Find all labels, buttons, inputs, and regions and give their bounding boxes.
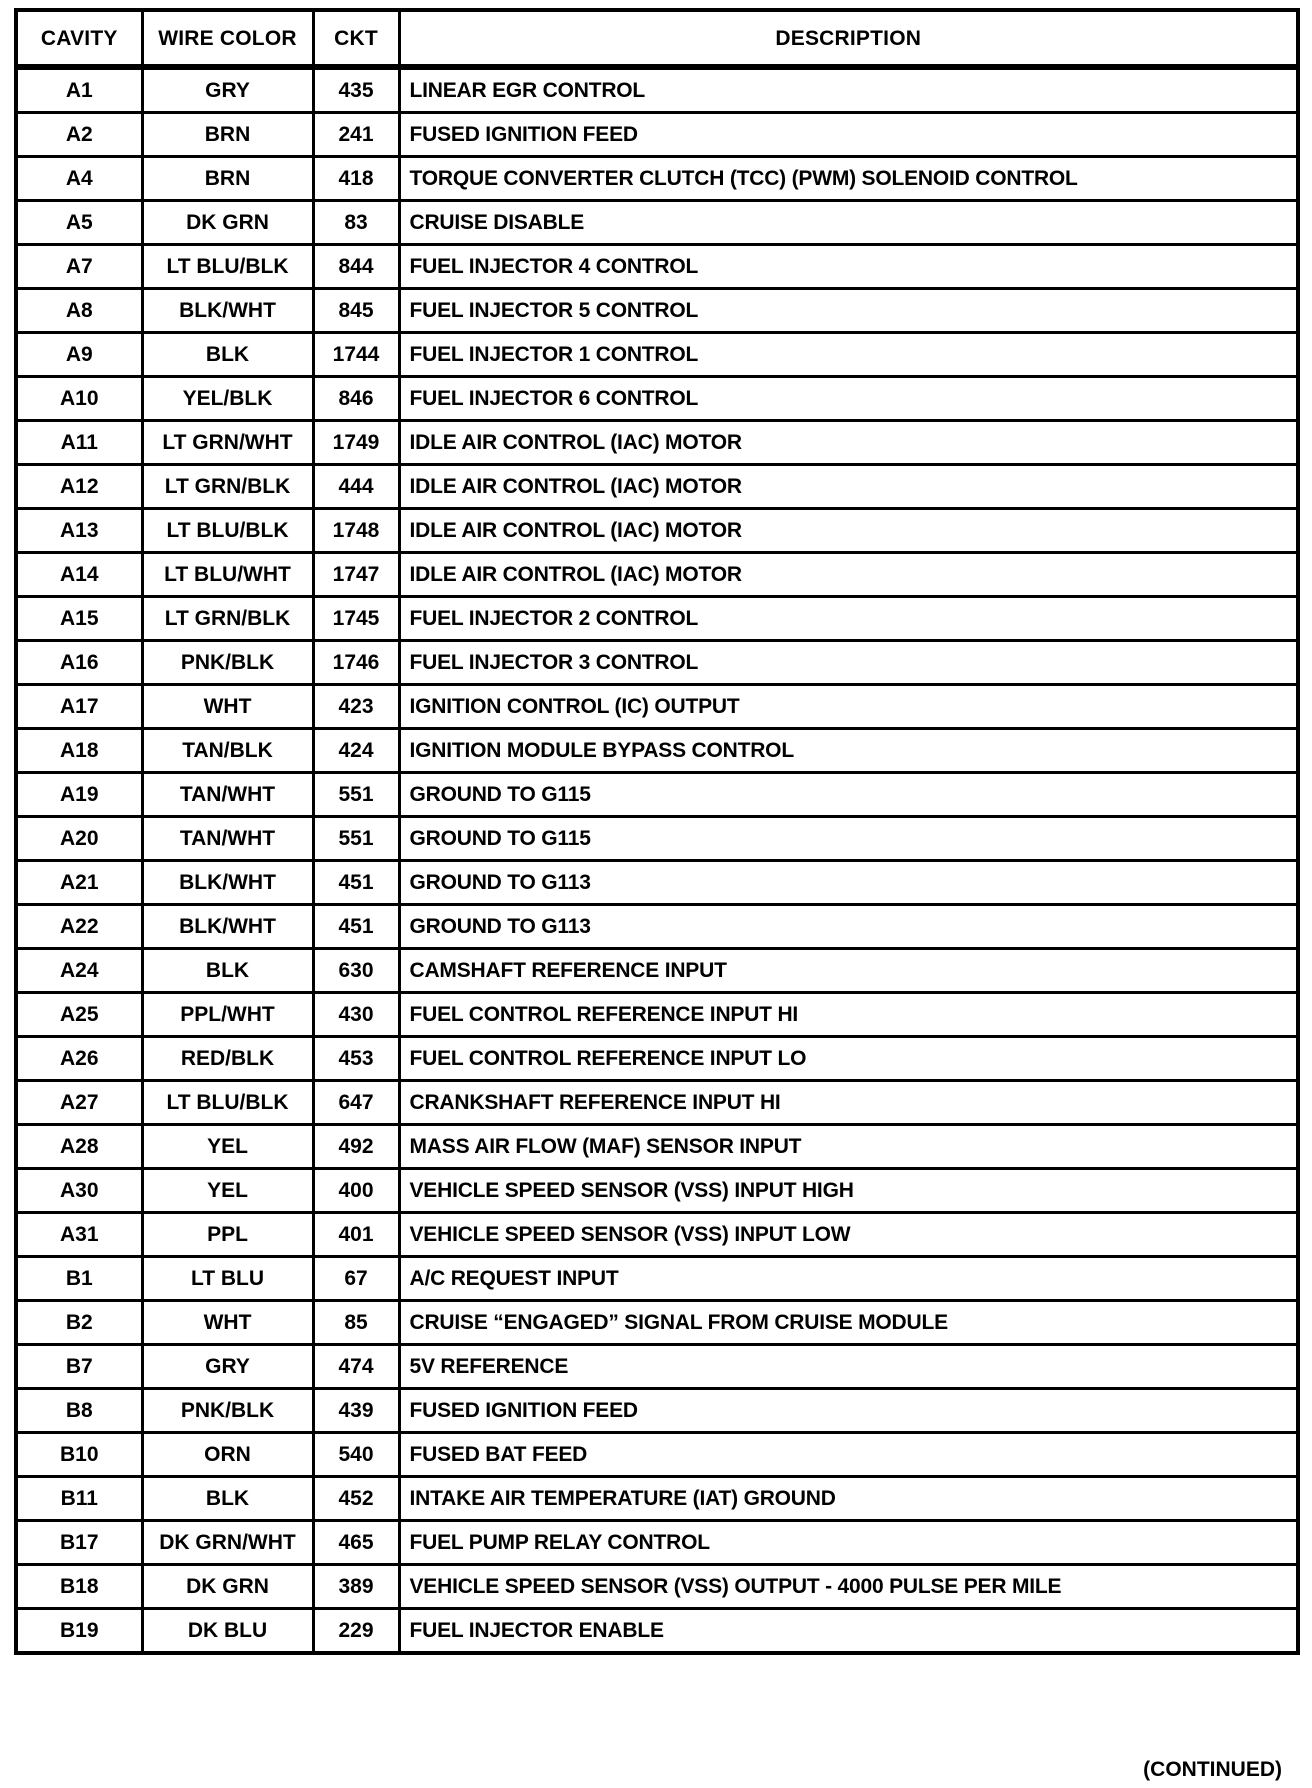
ckt-cell: 647	[313, 1081, 399, 1125]
table-row	[16, 1125, 1298, 1169]
wire-color-cell: PPL	[142, 1213, 313, 1257]
table-row	[16, 1257, 1298, 1301]
ckt-cell: 492	[313, 1125, 399, 1169]
description-cell: GROUND TO G113	[399, 905, 1298, 949]
table-row	[16, 465, 1298, 509]
wire-color-cell: TAN/WHT	[142, 773, 313, 817]
description-cell: IDLE AIR CONTROL (IAC) MOTOR	[399, 421, 1298, 465]
wire-color-cell: DK GRN	[142, 201, 313, 245]
ckt-cell: 1744	[313, 333, 399, 377]
wire-color-cell: LT BLU/BLK	[142, 245, 313, 289]
table-row	[16, 641, 1298, 685]
table-row	[16, 553, 1298, 597]
wire-color-cell: LT BLU	[142, 1257, 313, 1301]
table-body	[16, 67, 1298, 1653]
ckt-cell: 844	[313, 245, 399, 289]
cavity-cell: A4	[16, 157, 142, 201]
cavity-cell: A14	[16, 553, 142, 597]
cavity-cell: A16	[16, 641, 142, 685]
table-row	[16, 729, 1298, 773]
table-row	[16, 1345, 1298, 1389]
ckt-cell: 423	[313, 685, 399, 729]
table-row	[16, 1609, 1298, 1654]
wire-color-cell: LT GRN/BLK	[142, 465, 313, 509]
wire-color-cell: YEL	[142, 1169, 313, 1213]
ckt-cell: 540	[313, 1433, 399, 1477]
ckt-cell: 1749	[313, 421, 399, 465]
ckt-cell: 1746	[313, 641, 399, 685]
ckt-cell: 401	[313, 1213, 399, 1257]
ckt-cell: 1745	[313, 597, 399, 641]
cavity-cell: B2	[16, 1301, 142, 1345]
description-cell: GROUND TO G113	[399, 861, 1298, 905]
description-cell: GROUND TO G115	[399, 817, 1298, 861]
table-row	[16, 993, 1298, 1037]
connector-pinout-table	[14, 8, 1300, 1655]
cavity-cell: B11	[16, 1477, 142, 1521]
description-cell: MASS AIR FLOW (MAF) SENSOR INPUT	[399, 1125, 1298, 1169]
wire-color-cell: LT BLU/WHT	[142, 553, 313, 597]
cavity-cell: A19	[16, 773, 142, 817]
cavity-cell: A7	[16, 245, 142, 289]
cavity-cell: A15	[16, 597, 142, 641]
column-header-cavity: CAVITY	[16, 10, 142, 67]
cavity-cell: A12	[16, 465, 142, 509]
wire-color-cell: BLK/WHT	[142, 289, 313, 333]
description-cell: VEHICLE SPEED SENSOR (VSS) INPUT HIGH	[399, 1169, 1298, 1213]
cavity-cell: A9	[16, 333, 142, 377]
description-cell: FUSED IGNITION FEED	[399, 113, 1298, 157]
ckt-cell: 83	[313, 201, 399, 245]
cavity-cell: B19	[16, 1609, 142, 1654]
wire-color-cell: PPL/WHT	[142, 993, 313, 1037]
ckt-cell: 241	[313, 113, 399, 157]
cavity-cell: A8	[16, 289, 142, 333]
description-cell: IDLE AIR CONTROL (IAC) MOTOR	[399, 465, 1298, 509]
cavity-cell: B7	[16, 1345, 142, 1389]
cavity-cell: A20	[16, 817, 142, 861]
description-cell: IDLE AIR CONTROL (IAC) MOTOR	[399, 553, 1298, 597]
wire-color-cell: LT BLU/BLK	[142, 1081, 313, 1125]
description-cell: FUEL INJECTOR 2 CONTROL	[399, 597, 1298, 641]
table-row	[16, 773, 1298, 817]
ckt-cell: 846	[313, 377, 399, 421]
ckt-cell: 474	[313, 1345, 399, 1389]
description-cell: FUEL PUMP RELAY CONTROL	[399, 1521, 1298, 1565]
ckt-cell: 435	[313, 67, 399, 113]
ckt-cell: 229	[313, 1609, 399, 1654]
description-cell: CRUISE “ENGAGED” SIGNAL FROM CRUISE MODULE	[399, 1301, 1298, 1345]
cavity-cell: A22	[16, 905, 142, 949]
wire-color-cell: DK GRN/WHT	[142, 1521, 313, 1565]
ckt-cell: 439	[313, 1389, 399, 1433]
ckt-cell: 845	[313, 289, 399, 333]
table-header	[16, 10, 1298, 67]
column-header-wire-color: WIRE COLOR	[142, 10, 313, 67]
table-row	[16, 817, 1298, 861]
ckt-cell: 67	[313, 1257, 399, 1301]
table-row	[16, 1169, 1298, 1213]
cavity-cell: A27	[16, 1081, 142, 1125]
ckt-cell: 1747	[313, 553, 399, 597]
description-cell: VEHICLE SPEED SENSOR (VSS) INPUT LOW	[399, 1213, 1298, 1257]
description-cell: 5V REFERENCE	[399, 1345, 1298, 1389]
wire-color-cell: BLK/WHT	[142, 905, 313, 949]
description-cell: FUEL INJECTOR ENABLE	[399, 1609, 1298, 1654]
cavity-cell: B10	[16, 1433, 142, 1477]
cavity-cell: B8	[16, 1389, 142, 1433]
pinout-sheet	[14, 8, 1300, 1655]
wire-color-cell: BLK	[142, 333, 313, 377]
ckt-cell: 400	[313, 1169, 399, 1213]
cavity-cell: A24	[16, 949, 142, 993]
description-cell: CRANKSHAFT REFERENCE INPUT HI	[399, 1081, 1298, 1125]
table-row	[16, 289, 1298, 333]
description-cell: A/C REQUEST INPUT	[399, 1257, 1298, 1301]
ckt-cell: 389	[313, 1565, 399, 1609]
wire-color-cell: BLK	[142, 1477, 313, 1521]
ckt-cell: 451	[313, 861, 399, 905]
table-row	[16, 1213, 1298, 1257]
cavity-cell: A1	[16, 67, 142, 113]
table-row	[16, 245, 1298, 289]
wire-color-cell: RED/BLK	[142, 1037, 313, 1081]
column-header-description: DESCRIPTION	[399, 10, 1298, 67]
cavity-cell: A21	[16, 861, 142, 905]
table-row	[16, 1521, 1298, 1565]
cavity-cell: A5	[16, 201, 142, 245]
table-row	[16, 1389, 1298, 1433]
table-row	[16, 1433, 1298, 1477]
cavity-cell: B1	[16, 1257, 142, 1301]
description-cell: FUEL INJECTOR 1 CONTROL	[399, 333, 1298, 377]
wire-color-cell: BRN	[142, 157, 313, 201]
wire-color-cell: TAN/WHT	[142, 817, 313, 861]
description-cell: IDLE AIR CONTROL (IAC) MOTOR	[399, 509, 1298, 553]
wire-color-cell: TAN/BLK	[142, 729, 313, 773]
table-row	[16, 157, 1298, 201]
description-cell: FUSED BAT FEED	[399, 1433, 1298, 1477]
cavity-cell: A31	[16, 1213, 142, 1257]
description-cell: FUEL INJECTOR 6 CONTROL	[399, 377, 1298, 421]
table-row	[16, 1037, 1298, 1081]
wire-color-cell: DK GRN	[142, 1565, 313, 1609]
table-row	[16, 1081, 1298, 1125]
continued-note: (CONTINUED)	[1143, 1758, 1282, 1781]
wire-color-cell: PNK/BLK	[142, 1389, 313, 1433]
wire-color-cell: BRN	[142, 113, 313, 157]
description-cell: FUEL INJECTOR 4 CONTROL	[399, 245, 1298, 289]
wire-color-cell: BLK/WHT	[142, 861, 313, 905]
description-cell: FUSED IGNITION FEED	[399, 1389, 1298, 1433]
table-row	[16, 333, 1298, 377]
cavity-cell: A25	[16, 993, 142, 1037]
wire-color-cell: WHT	[142, 685, 313, 729]
table-row	[16, 113, 1298, 157]
description-cell: TORQUE CONVERTER CLUTCH (TCC) (PWM) SOLENOID CONTROL	[399, 157, 1298, 201]
cavity-cell: A13	[16, 509, 142, 553]
table-row	[16, 861, 1298, 905]
ckt-cell: 551	[313, 773, 399, 817]
wire-color-cell: ORN	[142, 1433, 313, 1477]
wire-color-cell: LT BLU/BLK	[142, 509, 313, 553]
ckt-cell: 451	[313, 905, 399, 949]
ckt-cell: 444	[313, 465, 399, 509]
cavity-cell: A26	[16, 1037, 142, 1081]
table-row	[16, 377, 1298, 421]
description-cell: GROUND TO G115	[399, 773, 1298, 817]
cavity-cell: A30	[16, 1169, 142, 1213]
table-row	[16, 67, 1298, 113]
description-cell: FUEL INJECTOR 5 CONTROL	[399, 289, 1298, 333]
table-row	[16, 949, 1298, 993]
table-row	[16, 421, 1298, 465]
description-cell: CRUISE DISABLE	[399, 201, 1298, 245]
cavity-cell: B17	[16, 1521, 142, 1565]
wire-color-cell: PNK/BLK	[142, 641, 313, 685]
wire-color-cell: GRY	[142, 67, 313, 113]
column-header-ckt: CKT	[313, 10, 399, 67]
ckt-cell: 1748	[313, 509, 399, 553]
ckt-cell: 465	[313, 1521, 399, 1565]
table-row	[16, 201, 1298, 245]
table-row	[16, 1301, 1298, 1345]
wire-color-cell: LT GRN/WHT	[142, 421, 313, 465]
wire-color-cell: BLK	[142, 949, 313, 993]
description-cell: FUEL INJECTOR 3 CONTROL	[399, 641, 1298, 685]
table-row	[16, 685, 1298, 729]
table-row	[16, 1565, 1298, 1609]
table-row	[16, 509, 1298, 553]
ckt-cell: 424	[313, 729, 399, 773]
description-cell: IGNITION CONTROL (IC) OUTPUT	[399, 685, 1298, 729]
description-cell: IGNITION MODULE BYPASS CONTROL	[399, 729, 1298, 773]
cavity-cell: A11	[16, 421, 142, 465]
wire-color-cell: YEL	[142, 1125, 313, 1169]
table-row	[16, 597, 1298, 641]
wire-color-cell: GRY	[142, 1345, 313, 1389]
description-cell: FUEL CONTROL REFERENCE INPUT LO	[399, 1037, 1298, 1081]
table-row	[16, 905, 1298, 949]
cavity-cell: A10	[16, 377, 142, 421]
description-cell: VEHICLE SPEED SENSOR (VSS) OUTPUT - 4000 PULSE PER MILE	[399, 1565, 1298, 1609]
ckt-cell: 430	[313, 993, 399, 1037]
ckt-cell: 85	[313, 1301, 399, 1345]
cavity-cell: A2	[16, 113, 142, 157]
cavity-cell: B18	[16, 1565, 142, 1609]
ckt-cell: 551	[313, 817, 399, 861]
cavity-cell: A17	[16, 685, 142, 729]
wire-color-cell: YEL/BLK	[142, 377, 313, 421]
ckt-cell: 452	[313, 1477, 399, 1521]
description-cell: FUEL CONTROL REFERENCE INPUT HI	[399, 993, 1298, 1037]
ckt-cell: 418	[313, 157, 399, 201]
description-cell: CAMSHAFT REFERENCE INPUT	[399, 949, 1298, 993]
ckt-cell: 453	[313, 1037, 399, 1081]
wire-color-cell: LT GRN/BLK	[142, 597, 313, 641]
header-row	[16, 10, 1298, 67]
wire-color-cell: WHT	[142, 1301, 313, 1345]
description-cell: INTAKE AIR TEMPERATURE (IAT) GROUND	[399, 1477, 1298, 1521]
ckt-cell: 630	[313, 949, 399, 993]
table-row	[16, 1477, 1298, 1521]
cavity-cell: A18	[16, 729, 142, 773]
wire-color-cell: DK BLU	[142, 1609, 313, 1654]
description-cell: LINEAR EGR CONTROL	[399, 67, 1298, 113]
cavity-cell: A28	[16, 1125, 142, 1169]
